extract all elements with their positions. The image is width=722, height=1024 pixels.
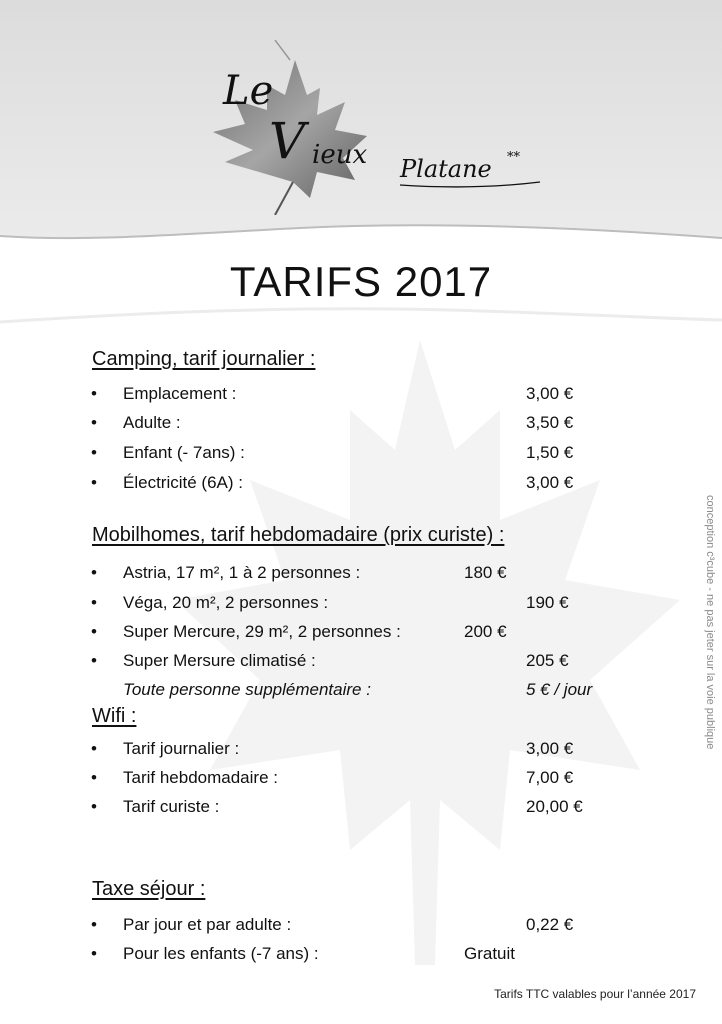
bullet-icon: •	[91, 473, 97, 492]
bullet-icon: •	[91, 384, 97, 403]
item-price: 190 €	[526, 593, 569, 612]
footer-note: Tarifs TTC valables pour l’année 2017	[494, 987, 696, 1001]
list-item	[0, 384, 722, 414]
item-price: Gratuit	[464, 944, 516, 963]
bullet-icon: •	[91, 797, 97, 816]
side-credit-note: conception c³cube - ne pas jeter sur la voie publique	[704, 495, 716, 750]
logo-word-ieux: ieux	[312, 140, 368, 170]
section-title-taxe: Taxe séjour :	[92, 878, 206, 900]
item-price: 5 € / jour	[526, 680, 593, 699]
logo-word-platane: Platane	[400, 155, 492, 183]
list-item	[0, 944, 722, 974]
item-price: 7,00 €	[526, 768, 574, 787]
item-label: Super Mercure, 29 m², 2 personnes :	[123, 622, 401, 641]
maple-leaf-icon	[195, 40, 555, 215]
list-item	[0, 768, 722, 798]
item-label: Électricité (6A) :	[123, 473, 243, 492]
item-price: 3,00 €	[526, 739, 574, 758]
list-item	[0, 563, 722, 593]
bullet-icon: •	[91, 739, 97, 758]
section-title-camping: Camping, tarif journalier :	[92, 348, 316, 370]
bullet-icon: •	[91, 944, 97, 963]
item-price: 1,50 €	[526, 443, 574, 462]
item-label: Super Mersure climatisé :	[123, 651, 316, 670]
logo-stars: **	[507, 150, 520, 165]
item-label: Toute personne supplémentaire :	[123, 680, 371, 699]
camping-logo	[195, 40, 555, 215]
page-title: TARIFS 2017	[229, 258, 493, 305]
item-price: 3,00 €	[526, 384, 574, 403]
item-label: Adulte :	[123, 413, 181, 432]
list-item	[0, 797, 722, 827]
list-item	[0, 473, 722, 503]
list-item	[0, 915, 722, 945]
bullet-icon: •	[91, 622, 97, 641]
bullet-icon: •	[91, 443, 97, 462]
item-price: 0,22 €	[526, 915, 574, 934]
item-label: Emplacement :	[123, 384, 237, 403]
bullet-icon: •	[91, 563, 97, 582]
item-label: Astria, 17 m², 1 à 2 personnes :	[123, 563, 361, 582]
item-price: 20,00 €	[526, 797, 583, 816]
bullet-icon: •	[91, 768, 97, 787]
list-item	[0, 739, 722, 769]
list-item	[0, 413, 722, 443]
list-item	[0, 593, 722, 623]
section-title-mobilhomes: Mobilhomes, tarif hebdomadaire (prix curiste) :	[92, 524, 505, 546]
section-title-wifi: Wifi :	[92, 705, 137, 727]
list-item	[0, 651, 722, 681]
item-label: Enfant (- 7ans) :	[123, 443, 245, 462]
item-price: 180 €	[464, 563, 507, 582]
bullet-icon: •	[91, 593, 97, 612]
item-price: 3,50 €	[526, 413, 574, 432]
item-label: Par jour et par adulte :	[123, 915, 292, 934]
item-price: 200 €	[464, 622, 507, 641]
item-label: Tarif journalier :	[123, 739, 240, 758]
bullet-icon: •	[91, 413, 97, 432]
list-item	[0, 443, 722, 473]
item-label: Véga, 20 m², 2 personnes :	[123, 593, 329, 612]
logo-initial-v: V	[269, 112, 306, 170]
logo-word-le: Le	[223, 68, 274, 114]
item-price: 205 €	[526, 651, 569, 670]
item-price: 3,00 €	[526, 473, 574, 492]
item-label: Pour les enfants (-7 ans) :	[123, 944, 319, 963]
list-item	[0, 622, 722, 652]
bullet-icon: •	[91, 651, 97, 670]
item-label: Tarif curiste :	[123, 797, 220, 816]
item-label: Tarif hebdomadaire :	[123, 768, 278, 787]
bullet-icon: •	[91, 915, 97, 934]
